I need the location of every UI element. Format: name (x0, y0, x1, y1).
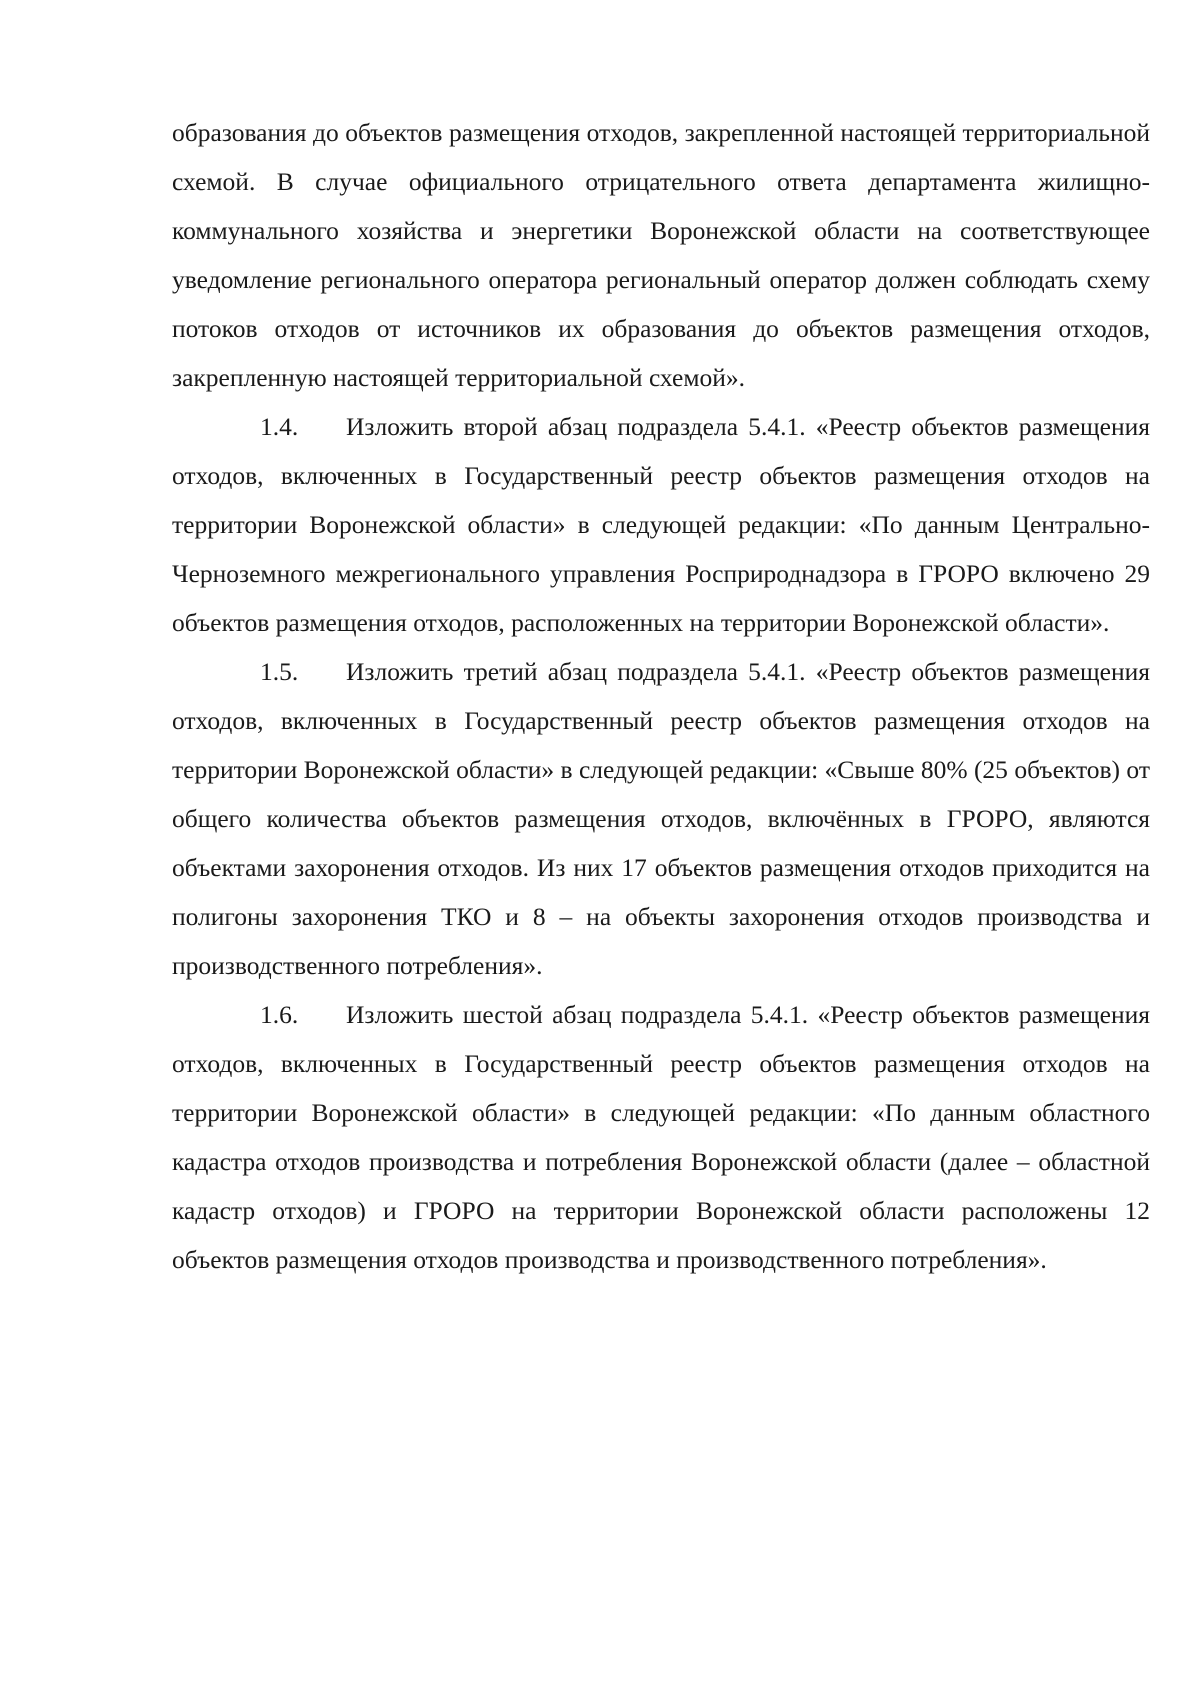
item-text: Изложить второй абзац подраздела 5.4.1. «Реестр объектов размещения отходов, включенных в Государственный реестр объектов размещения отходов на территории Воронежской области» в следующей редакции: «По данным Центрально-Черноземного межрегионального управления Росприроднадзора в ГРОРО включено 29 объектов размещения отходов, расположенных на территории Воронежской области». (172, 412, 1150, 637)
item-number: 1.5. (260, 657, 299, 686)
list-item-1-6 (172, 990, 1150, 1284)
document-body (172, 108, 1150, 1284)
item-number: 1.6. (260, 1000, 299, 1029)
item-text: Изложить шестой абзац подраздела 5.4.1. «Реестр объектов размещения отходов, включенных в Государственный реестр объектов размещения отходов на территории Воронежской области» в следующей редакции: «По данным областного кадастра отходов производства и потребления Воронежской области (далее – областной кадастр отходов) и ГРОРО на территории Воронежской области расположены 12 объектов размещения отходов производства и производственного потребления». (172, 1000, 1150, 1274)
list-item-1-5 (172, 647, 1150, 990)
list-item-1-4 (172, 402, 1150, 647)
item-text: Изложить третий абзац подраздела 5.4.1. «Реестр объектов размещения отходов, включенных в Государственный реестр объектов размещения отходов на территории Воронежской области» в следующей редакции: «Свыше 80% (25 объектов) от общего количества объектов размещения отходов, включённых в ГРОРО, являются объектами захоронения отходов. Из них 17 объектов размещения отходов приходится на полигоны захоронения ТКО и 8 – на объекты захоронения отходов производства и производственного потребления». (172, 657, 1150, 980)
continuation-paragraph: образования до объектов размещения отходов, закрепленной настоящей территориальной схемой. В случае официального отрицательного ответа департамента жилищно-коммунального хозяйства и энергетики Воронежской области на соответствующее уведомление регионального оператора региональный оператор должен соблюдать схему потоков отходов от источников их образования до объектов размещения отходов, закрепленную настоящей территориальной схемой». (172, 118, 1150, 392)
item-number: 1.4. (260, 412, 299, 441)
